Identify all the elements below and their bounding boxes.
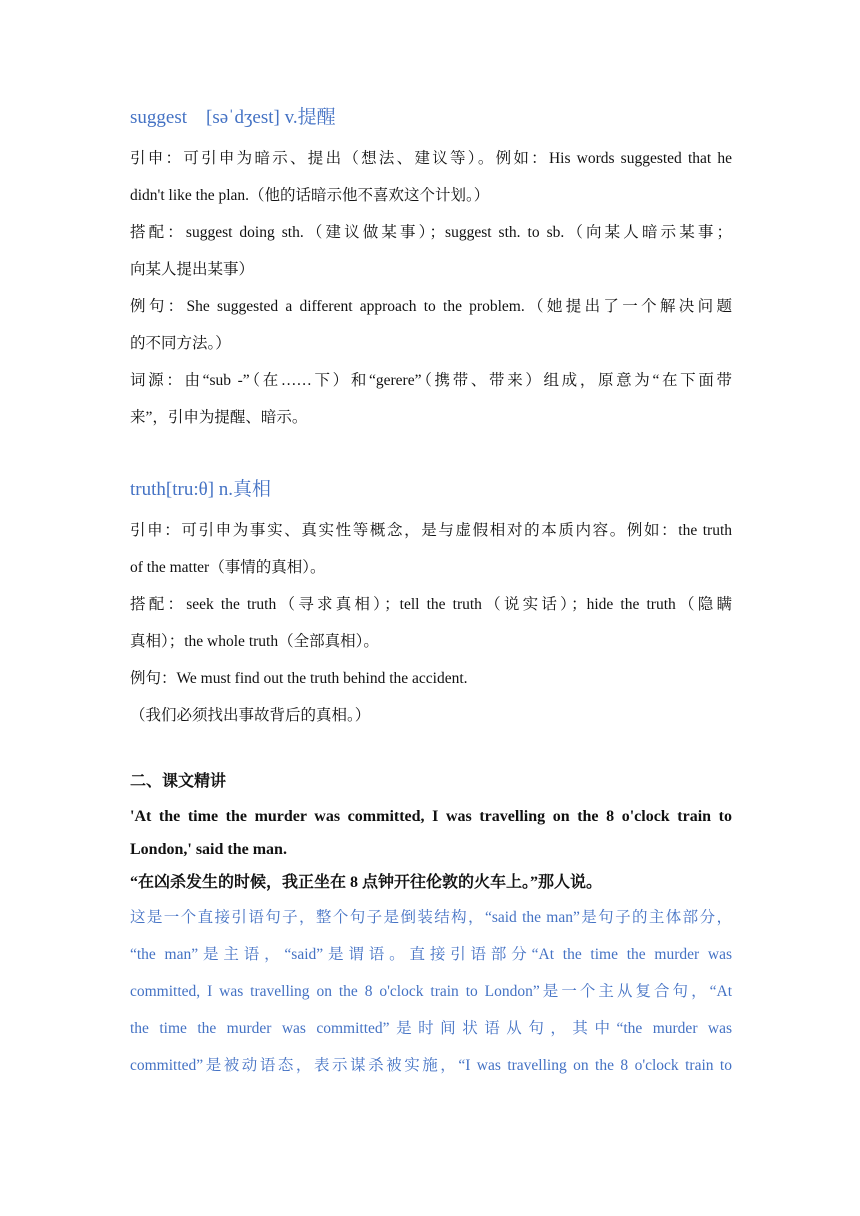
word-heading: suggest [səˈdʒest] v.提醒: [130, 107, 336, 128]
text-line: 真相）；the whole truth（全部真相）。: [130, 633, 379, 650]
analysis-line: committed, I was travelling on the 8 o'clock train to London”是一个主从复合句，“At: [130, 983, 732, 1000]
text-line: （我们必须找出事故背后的真相。）: [130, 707, 371, 724]
section-title: 二、课文精讲: [130, 773, 227, 790]
text-line: 例句：We must find out the truth behind the accident.: [130, 670, 468, 687]
text-line: of the matter（事情的真相）。: [130, 559, 326, 576]
analysis-line: 这是一个直接引语句子，整个句子是倒装结构，“said the man”是句子的主体部分，: [130, 909, 732, 926]
text-line: 的不同方法。）: [130, 335, 231, 352]
text-line: 来”，引申为提醒、暗示。: [130, 409, 308, 426]
sentence-translation: “在凶杀发生的时候，我正坐在 8 点钟开往伦敦的火车上。”那人说。: [130, 874, 603, 891]
text-line: 引申：可引申为暗示、提出（想法、建议等）。例如：His words suggested that he: [130, 150, 732, 167]
text-analysis-section: [130, 764, 732, 1084]
text-line: 例句：She suggested a different approach to the problem.（她提出了一个解决问题: [130, 298, 732, 315]
vocab-entry-truth: [130, 472, 732, 734]
text-line: didn't like the plan.（他的话暗示他不喜欢这个计划。）: [130, 187, 490, 204]
vocab-entry-suggest: [130, 100, 732, 436]
document-page: [130, 100, 732, 1084]
analysis-line: committed”是被动语态，表示谋杀被实施，“I was travelling on the 8 o'clock train to: [130, 1057, 732, 1074]
source-sentence-line: 'At the time the murder was committed, I was travelling on the 8 o'clock train to: [130, 808, 732, 825]
text-line: 搭配：suggest doing sth.（建议做某事）；suggest sth. to sb.（向某人暗示某事；: [130, 224, 732, 241]
source-sentence-line: London,' said the man.: [130, 841, 287, 858]
analysis-line: “the man”是主语，“said”是谓语。直接引语部分“At the time the murder was: [130, 946, 732, 963]
text-line: 向某人提出某事）: [130, 261, 255, 278]
analysis-line: the time the murder was committed”是时间状语从句，其中“the murder was: [130, 1020, 732, 1037]
text-line: 引申：可引申为事实、真实性等概念，是与虚假相对的本质内容。例如：the truth: [130, 522, 732, 539]
word-heading: truth[tru:θ] n.真相: [130, 479, 272, 500]
text-line: 搭配：seek the truth（寻求真相）；tell the truth（说实话）；hide the truth（隐瞒: [130, 596, 732, 613]
text-line: 词源：由“sub -”（在……下）和“gerere”（携带、带来）组成，原意为“在下面带: [130, 372, 732, 389]
